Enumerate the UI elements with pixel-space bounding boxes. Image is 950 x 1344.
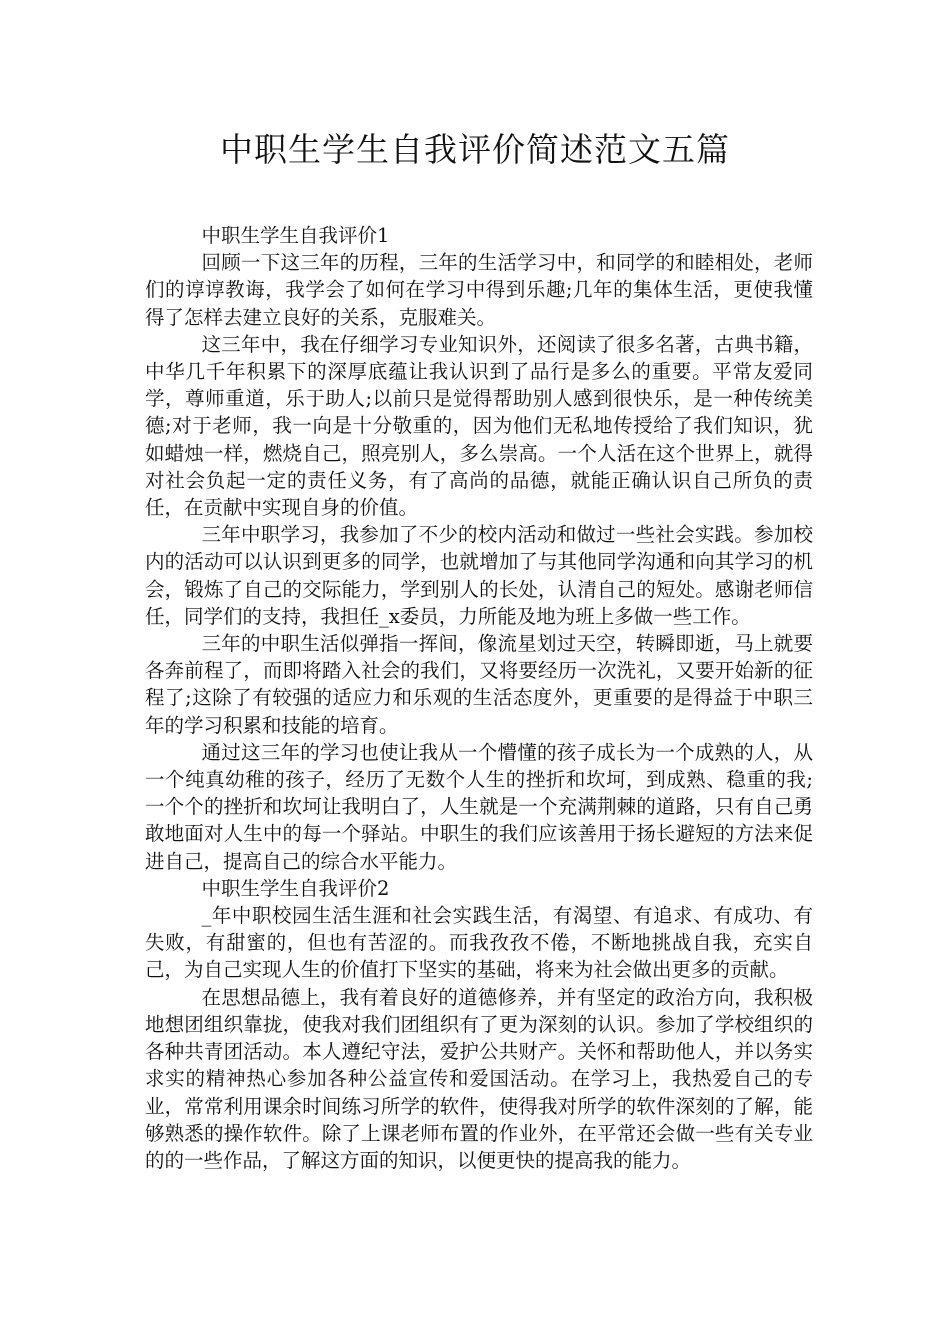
paragraph: _年中职校园生活生涯和社会实践生活，有渴望、有追求、有成功、有失败，有甜蜜的，但也有苦涩的。而我孜孜不倦，不断地挑战自我，充实自己，为自己实现人生的价值打下坚实的基础，将来为社会做出更多的贡献。 xyxy=(145,904,813,982)
paragraph: 回顾一下这三年的历程，三年的生活学习中，和同学的和睦相处，老师们的谆谆教诲，我学会了如何在学习中得到乐趣;几年的集体生活，更使我懂得了怎样去建立良好的关系，克服难关。 xyxy=(145,251,813,329)
paragraph: 这三年中，我在仔细学习专业知识外，还阅读了很多名著，古典书籍，中华几千年积累下的深厚底蕴让我认识到了品行是多么的重要。平常友爱同学，尊师重道，乐于助人;以前只是觉得帮助别人感到很快乐，是一种传统美德;对于老师，我一向是十分敬重的，因为他们无私地传授给了我们知识，犹如蜡烛一样，燃烧自己，照亮别人，多么崇高。一个人活在这个世界上，就得对社会负起一定的责任义务，有了高尚的品德，就能正确认识自己所负的责任，在贡献中实现自身的价值。 xyxy=(145,332,813,520)
paragraph: 在思想品德上，我有着良好的道德修养，并有坚定的政治方向，我积极地想团组织靠拢，使我对我们团组织有了更为深刻的认识。参加了学校组织的各种共青团活动。本人遵纪守法，爱护公共财产。关怀和帮助他人，并以务实求实的精神热心参加各种公益宣传和爱国活动。在学习上，我热爱自己的专业，常常利用课余时间练习所学的软件，使得我对所学的软件深刻的了解，能够熟悉的操作软件。除了上课老师布置的作业外，在平常还会做一些有关专业的的一些作品，了解这方面的知识，以便更快的提高我的能力。 xyxy=(145,985,813,1172)
document-title: 中职生学生自我评价简述范文五篇 xyxy=(220,130,730,169)
paragraph: 三年的中职生活似弹指一挥间，像流星划过天空，转瞬即逝，马上就要各奔前程了，而即将踏入社会的我们，又将要经历一次洗礼，又要开始新的征程了;这除了有较强的适应力和乐观的生活态度外，更重要的是得益于中职三年的学习积累和技能的培育。 xyxy=(145,632,813,737)
paragraph: 三年中职学习，我参加了不少的校内活动和做过一些社会实践。参加校内的活动可以认识到更多的同学，也就增加了与其他同学沟通和向其学习的机会，锻炼了自己的交际能力，学到别人的长处，认清自己的短处。感谢老师信任，同学们的支持，我担任_x委员，力所能及地为班上多做一些工作。 xyxy=(145,523,813,628)
section-heading-1: 中职生学生自我评价1 xyxy=(201,224,390,247)
section-heading-2: 中职生学生自我评价2 xyxy=(201,876,390,900)
paragraph: 通过这三年的学习也使让我从一个懵懂的孩子成长为一个成熟的人，从一个纯真幼稚的孩子，经历了无数个人生的挫折和坎坷，到成熟、稳重的我;一个个的挫折和坎坷让我明白了，人生就是一个充满荆棘的道路，只有自己勇敢地面对人生中的每一个驿站。中职生的我们应该善用于扬长避短的方法来促进自己，提高自己的综合水平能力。 xyxy=(145,740,813,873)
document-body xyxy=(145,222,813,1174)
